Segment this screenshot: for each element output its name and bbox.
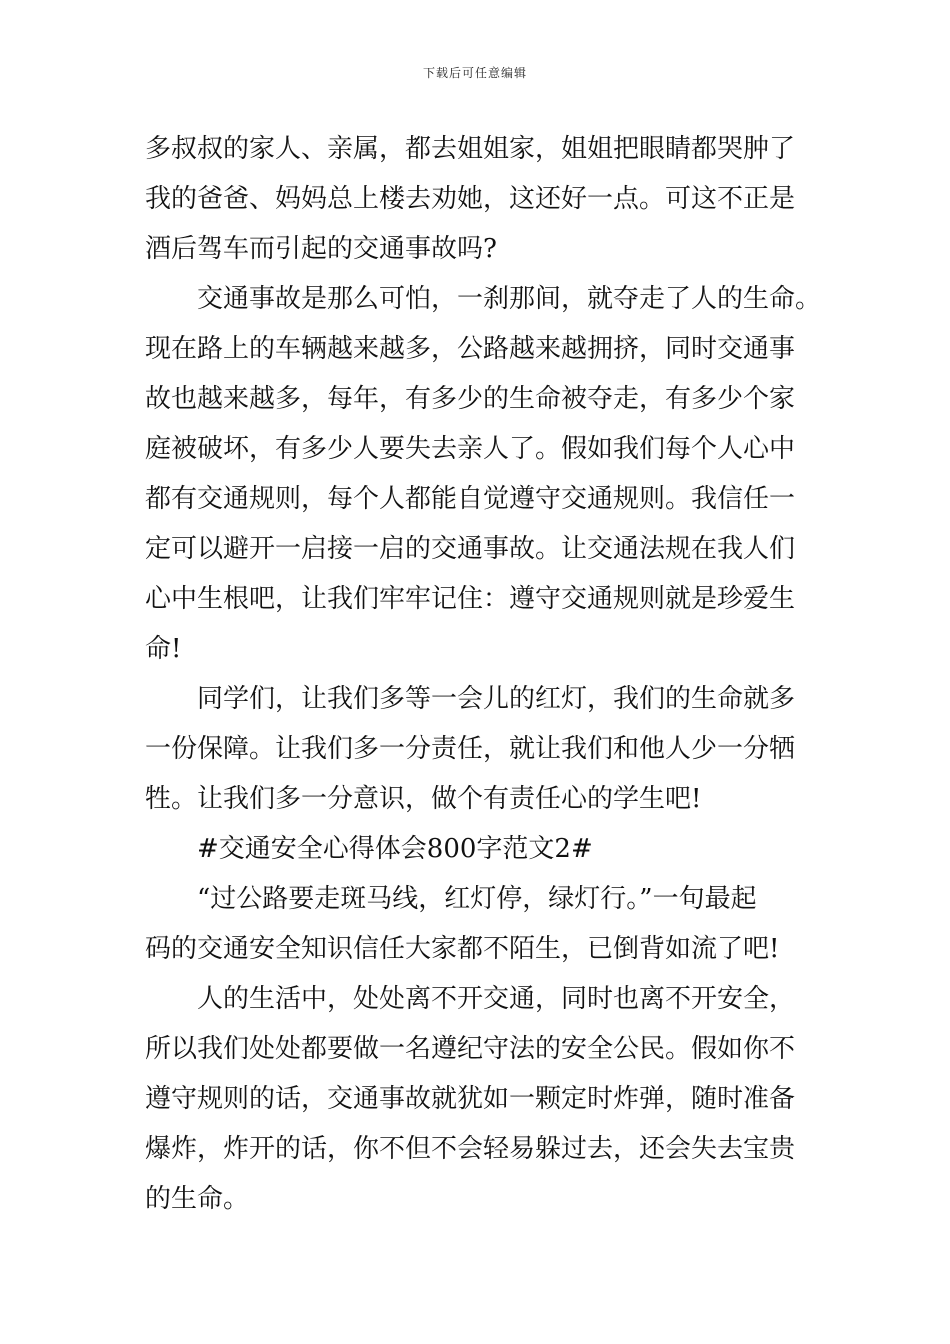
text-line: 所以我们处处都要做一名遵纪守法的安全公民。假如你不 [145,1034,796,1064]
paragraph-start-line: 人的生活中，处处离不开交通，同时也离不开安全， [197,984,796,1014]
text-line: 遵守规则的话，交通事故就犹如一颗定时炸弹，随时准备 [145,1084,796,1114]
header-note: 下载后可任意编辑 [422,66,527,80]
text-line: 定可以避开一启接一启的交通事故。让交通法规在我人们 [145,534,796,564]
text-line: 庭被破坏，有多少人要失去亲人了。假如我们每个人心中 [145,434,796,464]
text-line: 多叔叔的家人、亲属，都去姐姐家，姐姐把眼睛都哭肿了 [145,134,796,164]
text-line: 牲。让我们多一分意识，做个有责任心的学生吧! [145,784,702,814]
text-line: 的生命。 [145,1184,250,1214]
text-line: 我的爸爸、妈妈总上楼去劝她，这还好一点。可这不正是 [145,184,796,214]
text-line: 心中生根吧，让我们牢牢记住：遵守交通规则就是珍爱生 [145,584,796,614]
text-line: 现在路上的车辆越来越多，公路越来越拥挤，同时交通事 [145,334,796,364]
text-line: 爆炸，炸开的话，你不但不会轻易躲过去，还会失去宝贵 [145,1134,796,1164]
paragraph-start-line: 同学们，让我们多等一会儿的红灯，我们的生命就多 [197,684,796,714]
text-line: 命! [145,634,182,664]
paragraph-start-line: “过公路要走斑马线，红灯停，绿灯行。”一句最起 [197,884,757,914]
text-line: 故也越来越多，每年，有多少的生命被夺走，有多少个家 [145,384,796,414]
section-heading: #交通安全心得体会800字范文2# [197,834,593,864]
text-line: 酒后驾车而引起的交通事故吗? [145,234,497,264]
paragraph-start-line: 交通事故是那么可怕，一刹那间，就夺走了人的生命。 [197,284,822,314]
document-body [145,124,835,1224]
text-line: 都有交通规则，每个人都能自觉遵守交通规则。我信任一 [145,484,796,514]
text-line: 码的交通安全知识信任大家都不陌生，已倒背如流了吧! [145,934,780,964]
text-line: 一份保障。让我们多一分责任，就让我们和他人少一分牺 [145,734,796,764]
